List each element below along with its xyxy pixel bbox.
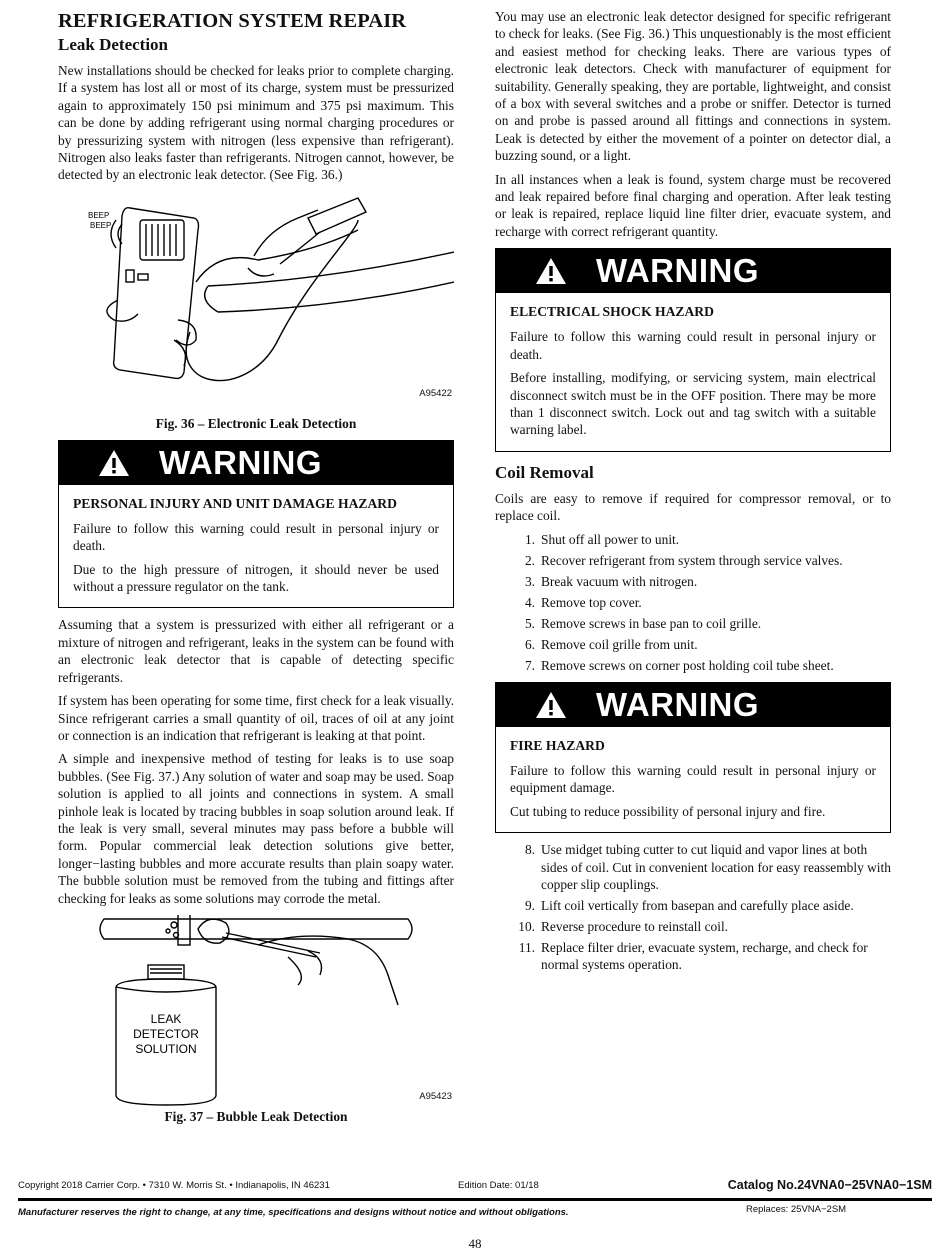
step-number: 9.	[524, 897, 535, 913]
step-number: 7.	[524, 657, 535, 673]
coil-steps-list-1	[495, 531, 891, 674]
warning-box-electrical-shock	[495, 248, 891, 451]
step-text: Remove screws in base pan to coil grille.	[541, 615, 762, 631]
leak-detection-heading: Leak Detection	[58, 35, 169, 54]
edition-date: Edition Date: 01/18	[458, 1180, 539, 1191]
list-item	[495, 615, 891, 632]
step-number: 1.	[524, 531, 535, 547]
fig37-code: A95423	[419, 1090, 452, 1102]
coil-intro: Coils are easy to remove if required for compressor removal, or to replace coil.	[495, 490, 891, 524]
warning-label: WARNING	[159, 443, 322, 481]
list-item	[495, 897, 891, 914]
step-text: Replace filter drier, evacuate system, recharge, and check for normal systems operation.	[541, 939, 868, 973]
list-item	[495, 918, 891, 935]
list-item	[495, 939, 891, 974]
step-number: 10.	[518, 918, 535, 934]
right-paragraph-2: In all instances when a leak is found, system charge must be recovered and leak repaired before final charging and operation. After leak testing or leak is repaired, replace liquid line filter drier, evacuate system, and recharge with correct refrigerant quantity.	[495, 171, 891, 239]
warning-label: WARNING	[596, 685, 759, 723]
warning-box-fire-hazard	[495, 682, 891, 833]
left-paragraph-1: Assuming that a system is pressurized with either all refrigerant or a mixture of nitrogen and refrigerant, leaks in the system can be found with an electronic leak detector that is capable of detecting specific refrigerants.	[58, 617, 454, 685]
warning-text-1: Failure to follow this warning could result in personal injury or death.	[510, 329, 876, 362]
warning-header	[496, 683, 890, 727]
step-text: Reverse procedure to reinstall coil.	[541, 918, 729, 934]
warning-header	[496, 249, 890, 293]
page-title: REFRIGERATION SYSTEM REPAIR	[58, 10, 407, 32]
step-text: Shut off all power to unit.	[541, 531, 680, 547]
list-item	[495, 636, 891, 653]
fig37-caption: Fig. 37 – Bubble Leak Detection	[164, 1108, 348, 1124]
footer-divider	[18, 1198, 932, 1201]
warning-label: WARNING	[596, 252, 759, 290]
hazard-title: PERSONAL INJURY AND UNIT DAMAGE HAZARD	[73, 495, 397, 511]
right-column	[495, 8, 891, 977]
hazard-title: FIRE HAZARD	[510, 737, 605, 753]
warning-triangle-icon	[97, 448, 131, 478]
step-number: 3.	[524, 573, 535, 589]
left-column	[58, 8, 454, 1131]
fig37-figure	[58, 915, 454, 1109]
copyright: Copyright 2018 Carrier Corp. • 7310 W. Morris St. • Indianapolis, IN 46231	[18, 1180, 330, 1191]
warning-box-personal-injury	[58, 440, 454, 609]
jar-label-line1: LEAK	[150, 1011, 182, 1026]
step-text: Use midget tubing cutter to cut liquid and vapor lines at both sides of coil. Cut in convenient location for easy reassembly with copper slip couplings.	[541, 842, 891, 892]
coil-steps-list-2	[495, 841, 891, 974]
warning-text-1: Failure to follow this warning could result in personal injury or death.	[73, 520, 439, 554]
step-text: Lift coil vertically from basepan and carefully place aside.	[541, 897, 854, 913]
list-item	[495, 573, 891, 590]
right-paragraph-1: You may use an electronic leak detector designed for specific refrigerant to check for leaks. (See Fig. 36.) This unquestionably is the most efficient and easiest method for checking leaks. There are various types of electronic leak detectors. Check with manufacturer of equipment for suitability. Generally speaking, they are portable, lightweight, and consist of a box with several switches and a probe or sniffer. Detector is turned on and probe is passed around all fittings and connections in system. Leak is detected by either the movement of a pointer on detector dial, a buzzing sound, or a light.	[495, 9, 891, 164]
catalog-number: Catalog No.24VNA0−25VNA0−1SM	[727, 1178, 932, 1192]
step-text: Remove screws on corner post holding coil tube sheet.	[541, 657, 834, 673]
step-text: Break vacuum with nitrogen.	[541, 573, 698, 589]
warning-text-2: Cut tubing to reduce possibility of personal injury and fire.	[510, 803, 826, 819]
step-number: 5.	[524, 615, 535, 631]
leak-intro-paragraph: New installations should be checked for leaks prior to complete charging. If a system has lost all or most of its charge, system must be pressurized again to approximately 150 psi minimum and 375 psi maximum. This can be done by adding refrigerant using normal charging procedures or by pressurizing system with nitrogen (less expensive than refrigerant). Nitrogen also leaks faster than refrigerants. Nitrogen cannot, however, be detected by an electronic leak detector. (See Fig. 36.)	[58, 63, 454, 183]
warning-text-2: Before installing, modifying, or servicing system, main electrical disconnect switch must be in the OFF position. There may be more than 1 disconnect switch. Lock out and tag switch with a suitable warning label.	[510, 370, 876, 438]
warning-triangle-icon	[534, 256, 568, 286]
manufacturer-notice: Manufacturer reserves the right to change, at any time, specifications and designs without notice and without obligations.	[18, 1207, 569, 1218]
step-number: 6.	[524, 636, 535, 652]
jar-label-line2: DETECTOR	[133, 1026, 199, 1041]
step-number: 11.	[518, 939, 535, 955]
fig36-figure	[58, 190, 454, 416]
warning-text-1: Failure to follow this warning could result in personal injury or equipment damage.	[510, 762, 876, 796]
beep-label-2: BEEP	[90, 220, 112, 230]
beep-label-1: BEEP	[88, 210, 110, 220]
electronic-leak-detector-illustration	[58, 190, 454, 416]
step-number: 2.	[524, 552, 535, 568]
step-number: 8.	[524, 842, 535, 858]
fig36-code: A95422	[419, 387, 452, 399]
hazard-title: ELECTRICAL SHOCK HAZARD	[510, 304, 714, 320]
left-paragraph-2: If system has been operating for some time, first check for a leak visually. Since refrigerant carries a small quantity of oil, traces of oil at any joint or connection is an indication that refrigerant is leaking at that point.	[58, 693, 454, 743]
warning-header	[59, 441, 453, 485]
warning-text-2: Due to the high pressure of nitrogen, it should never be used without a pressure regulator on the tank.	[73, 561, 439, 595]
page-number: 48	[468, 1236, 482, 1251]
step-number: 4.	[524, 594, 535, 610]
warning-triangle-icon	[534, 690, 568, 720]
bubble-leak-detection-illustration	[58, 915, 454, 1109]
list-item	[495, 594, 891, 611]
fig36-caption: Fig. 36 – Electronic Leak Detection	[155, 415, 357, 431]
list-item	[495, 841, 891, 893]
jar-label-line3: SOLUTION	[135, 1041, 197, 1056]
coil-removal-heading: Coil Removal	[495, 462, 594, 482]
replaces-note: Replaces: 25VNA−2SM	[746, 1204, 847, 1215]
left-paragraph-3: A simple and inexpensive method of testing for leaks is to use soap bubbles. (See Fig. 37.) Any solution of water and soap may be used. Soap solution is applied to all joints and connections in system. A small pinhole leak is located by tracing bubbles in soap solution around leak. If the leak is very small, several minutes may pass before a bubble will form. Popular commercial leak detection solutions give better, longer−lasting bubbles and more accurate results than plain soapy water. The bubble solution must be removed from the tubing and fittings after checking for leaks as some solutions may corrode the metal.	[58, 751, 454, 906]
footer-top	[18, 1178, 932, 1196]
list-item	[495, 531, 891, 548]
step-text: Recover refrigerant from system through service valves.	[541, 552, 843, 568]
list-item	[495, 552, 891, 569]
step-text: Remove top cover.	[541, 594, 642, 610]
list-item	[495, 657, 891, 674]
step-text: Remove coil grille from unit.	[541, 636, 698, 652]
